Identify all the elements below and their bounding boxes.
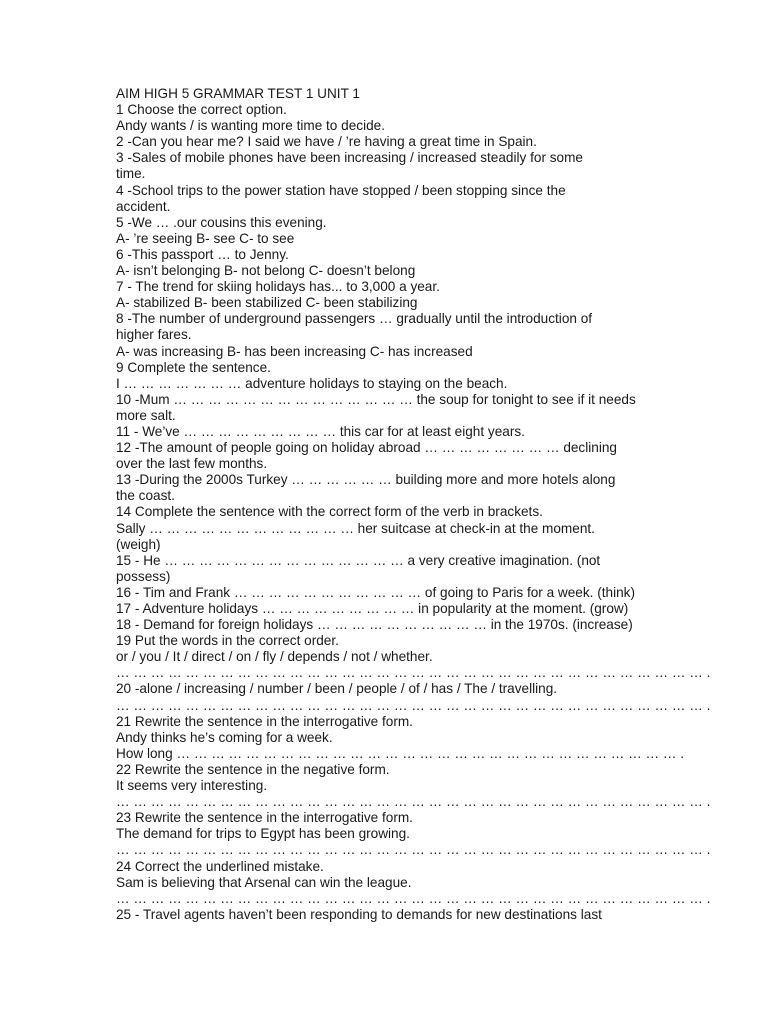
document-page <box>116 86 711 923</box>
document-line: 19 Put the words in the correct order. <box>116 633 339 649</box>
document-line: possess) <box>116 568 171 584</box>
document-line: 6 -This passport … to Jenny. <box>116 246 289 262</box>
document-line: 18 - Demand for foreign holidays … … … … … … … … … … in the 1970s. (increase) <box>116 617 633 633</box>
document-line: Sam is believing that Arsenal can win the league. <box>116 874 412 890</box>
document-line: Andy thinks he’s coming for a week. <box>116 729 333 745</box>
document-line: I … … … … … … … adventure holidays to staying on the beach. <box>116 375 508 391</box>
document-line: 12 -The amount of people going on holiday abroad … … … … … … … … declining <box>116 440 617 456</box>
document-line: 4 -School trips to the power station have stopped / been stopping since the <box>116 182 566 198</box>
document-line: A- isn’t belonging B- not belong C- doesn’t belong <box>116 263 416 279</box>
document-line: It seems very interesting. <box>116 778 268 794</box>
document-line: 14 Complete the sentence with the correct form of the verb in brackets. <box>116 504 543 520</box>
document-line: higher fares. <box>116 327 192 343</box>
document-line: 9 Complete the sentence. <box>116 359 271 375</box>
document-line: … … … … … … … … … … … … … … … … … … … … … … … … … … … … … … … … … … . <box>116 697 711 713</box>
document-line: Andy wants / is wanting more time to decide. <box>116 118 385 134</box>
document-body <box>116 86 711 923</box>
document-line: over the last few months. <box>116 456 268 472</box>
document-line: 2 -Can you hear me? I said we have / ’re having a great time in Spain. <box>116 134 537 150</box>
document-line: 11 - We’ve … … … … … … … … … this car for at least eight years. <box>116 423 525 439</box>
document-line: … … … … … … … … … … … … … … … … … … … … … … … … … … … … … … … … … … . <box>116 890 711 906</box>
document-line: A- stabilized B- been stabilized C- been stabilizing <box>116 295 418 311</box>
document-line: … … … … … … … … … … … … … … … … … … … … … … … … … … … … … … … … … … . <box>116 842 711 858</box>
document-line: 5 -We … .our cousins this evening. <box>116 214 327 230</box>
document-line: 17 - Adventure holidays … … … … … … … … … in popularity at the moment. (grow) <box>116 601 629 616</box>
document-line: accident. <box>116 198 171 214</box>
document-line: How long … … … … … … … … … … … … … … … … … … … … … … … … … … … … … . <box>116 745 684 761</box>
document-line: 23 Rewrite the sentence in the interrogative form. <box>116 810 413 826</box>
document-line: The demand for trips to Egypt has been growing. <box>116 826 410 842</box>
document-line: A- ’re seeing B- see C- to see <box>116 230 295 246</box>
document-title: AIM HIGH 5 GRAMMAR TEST 1 UNIT 1 <box>116 86 360 101</box>
document-line: 22 Rewrite the sentence in the negative form. <box>116 761 390 777</box>
document-line: 25 - Travel agents haven’t been responding to demands for new destinations last <box>116 906 602 922</box>
document-line: more salt. <box>116 407 176 423</box>
document-line: 8 -The number of underground passengers … gradually until the introduction of <box>116 311 593 327</box>
document-line: 7 - The trend for skiing holidays has... to 3,000 a year. <box>116 279 440 295</box>
document-line: 20 -alone / increasing / number / been / people / of / has / The / travelling. <box>116 681 558 697</box>
document-line: A- was increasing B- has been increasing C- has increased <box>116 343 473 359</box>
document-line: 13 -During the 2000s Turkey … … … … … … building more and more hotels along <box>116 472 616 488</box>
document-line: 1 Choose the correct option. <box>116 102 287 118</box>
document-line: time. <box>116 166 146 182</box>
document-line: 10 -Mum … … … … … … … … … … … … … … the soup for tonight to see if it needs <box>116 391 636 407</box>
document-line: 16 - Tim and Frank … … … … … … … … … … … of going to Paris for a week. (think) <box>116 584 635 600</box>
document-line: … … … … … … … … … … … … … … … … … … … … … … … … … … … … … … … … … … . <box>116 794 711 810</box>
document-line: Sally … … … … … … … … … … … … her suitcase at check-in at the moment. <box>116 520 595 536</box>
document-line: (weigh) <box>116 536 161 552</box>
document-line: 24 Correct the underlined mistake. <box>116 858 324 874</box>
document-line: 21 Rewrite the sentence in the interrogative form. <box>116 713 413 729</box>
document-line: 3 -Sales of mobile phones have been increasing / increased steadily for some <box>116 150 583 166</box>
document-line: or / you / It / direct / on / fly / depends / not / whether. <box>116 649 433 665</box>
document-line: 15 - He … … … … … … … … … … … … … … a very creative imagination. (not <box>116 552 601 568</box>
document-line: … … … … … … … … … … … … … … … … … … … … … … … … … … … … … … … … … … . <box>116 665 711 681</box>
document-line: the coast. <box>116 488 175 504</box>
